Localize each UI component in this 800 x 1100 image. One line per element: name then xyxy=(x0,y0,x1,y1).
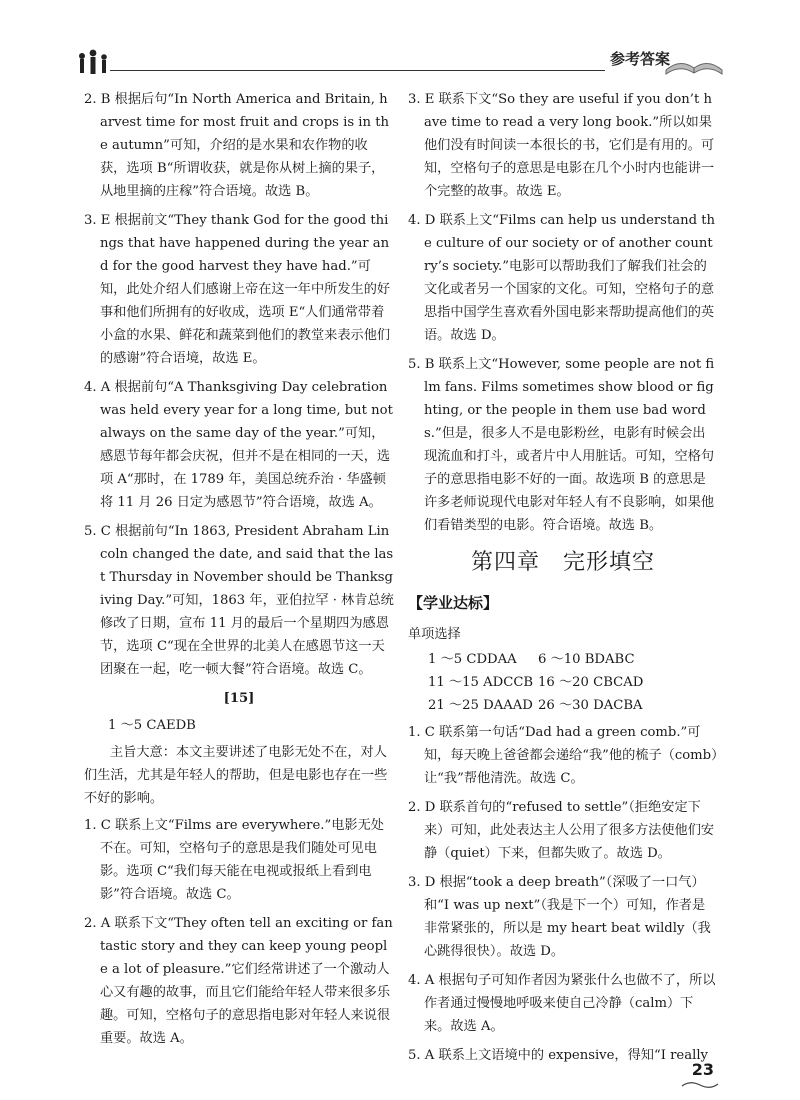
item-text: 联系下文“So they are useful if you don’t have time to read a very long book.”所以如果他们没有时间读一本很长的书，它们是有用的。可知，空格句子的意思是电影在几个小时内也能讲一个完整的故事。故选 E。 xyxy=(424,92,715,199)
right-column xyxy=(408,88,718,1073)
answer-cell: 26 ～30 DACBA xyxy=(538,698,643,713)
item-number: 5. A xyxy=(408,1048,435,1063)
header-rule xyxy=(110,70,605,71)
item-number: 2. A xyxy=(84,916,111,931)
item-text: 联系上文“However, some people are not film fans. Films sometimes show blood or fighting, or the people in them use bad words.”但是，很多人不是电影粉丝，电影有时候会出现流血和打斗，或者片中人用脏话。可知，空格句子的意思指电影不好的一面。故选项 B 的意思是许多老师说现代电影对年轻人有不良影响，如果他们看错类型的电影。符合语境。故选 B。 xyxy=(424,357,715,533)
item-number: 2. D xyxy=(408,800,436,815)
answer-item xyxy=(84,209,394,370)
sub-label: 单项选择 xyxy=(408,627,461,642)
answer-grid xyxy=(428,648,718,717)
item-text: 根据“took a deep breath”（深吸了一口气）和“I was up next”（我是下一个）可知，作者是非常紧张的，所以是 my heart beat wildly（我心跳得很快）。故选 D。 xyxy=(424,875,711,959)
answer-item xyxy=(408,353,718,537)
block-answers: 1 ～5 CAEDB xyxy=(108,718,196,733)
summary-text: 主旨大意：本文主要讲述了电影无处不在，对人们生活，尤其是年轻人的帮助，但是电影也存在一些不好的影响。 xyxy=(84,745,388,806)
answer-item xyxy=(408,969,718,1038)
item-number: 2. B xyxy=(84,92,111,107)
item-text: 联系第一句话“Dad had a green comb.”可知，每天晚上爸爸都会递给“我”他的梳子（comb）让“我”帮他清洗。故选 C。 xyxy=(424,725,718,786)
item-text: 根据前文“They thank God for the good things that have happened during the year and for the good harvest they have had.”可知，此处介绍人们感谢上帝在这一年中所发生的好事和他们所拥有的好收成，选项 E“人们通常带着小盒的水果、鲜花和蔬菜到他们的教堂来表示他们的感谢”符合语境，故选 E。 xyxy=(100,213,391,366)
answer-item xyxy=(408,209,718,347)
item-number: 3. E xyxy=(84,213,111,228)
left-column xyxy=(84,88,394,1056)
answer-cell: 21 ～25 DAAAD xyxy=(428,698,533,713)
item-text: 根据后句“In North America and Britain, harvest time for most fruit and crops is in the autumn”可知，介绍的是水果和农作物的收获，选项 B“所谓收获，就是你从树上摘的果子，从地里摘的庄稼”符合语境。故选 B。 xyxy=(100,92,389,199)
item-number: 3. D xyxy=(408,875,436,890)
answer-item xyxy=(84,376,394,514)
answer-item xyxy=(84,814,394,906)
item-number: 1. C xyxy=(84,818,111,833)
answer-cell: 1 ～5 CDDAA xyxy=(428,652,517,667)
item-text: 联系下文“They often tell an exciting or fantastic story and they can keep young people a lot of pleasure.”它们经常讲述了一个激动人心又有趣的故事，而且它们能给年轻人带来很多乐趣。可知，空格句子的意思指电影对年轻人来说很重要。故选 A。 xyxy=(100,916,393,1046)
item-number: 4. D xyxy=(408,213,436,228)
page-header xyxy=(70,48,720,84)
item-text: 联系上文语境中的 expensive，得知“I really xyxy=(438,1048,708,1063)
section-title: 【学业达标】 xyxy=(408,594,499,612)
item-text: 联系首句的“refused to settle”（拒绝安定下来）可知，此处表达主人公用了很多方法使他们安静（quiet）下来，但都失败了。故选 D。 xyxy=(424,800,715,861)
item-text: 联系上文“Films can help us understand the culture of our society or of another country’s society.”电影可以帮助我们了解我们社会的文化或者另一个国家的文化。可知，空格句子的意思指中国学生喜欢看外国电影来帮助提高他们的英语。故选 D。 xyxy=(424,213,716,343)
item-number: 4. A xyxy=(408,973,435,988)
item-text: 根据句子可知作者因为紧张什么也做不了，所以作者通过慢慢地呼吸来使自己冷静（calm）下来。故选 A。 xyxy=(424,973,716,1034)
item-text: 联系上文“Films are everywhere.”电影无处不在。可知，空格句子的意思是我们随处可见电影。选项 C“我们每天能在电视或报纸上看到电影”符合语境。故选 C。 xyxy=(100,818,384,902)
item-text: 根据前句“In 1863, President Abraham Lincoln changed the date, and said that the last Thursday in November should be Thanksgiving Day.”可知，1863 年，亚伯拉罕 · 林肯总统修改了日期，宣布 11 月的最后一个星期四为感恩节，选项 C“现在全世界的北美人在感恩节这一天团聚在一起，吃一顿大餐”符合语境。故选 C。 xyxy=(100,524,394,677)
chapter-title: 第四章 完形填空 xyxy=(470,550,655,575)
answer-cell: 11 ～15 ADCCB xyxy=(428,675,534,690)
header-title: 参考答案 xyxy=(609,50,670,68)
page-number: 23 xyxy=(691,1060,714,1079)
item-number: 5. B xyxy=(408,357,435,372)
answer-item xyxy=(408,88,718,203)
item-number: 4. A xyxy=(84,380,111,395)
item-text: 根据前句“A Thanksgiving Day celebration was held every year for a long time, but not always on the same day of the year.”可知，感恩节每年都会庆祝，但并不是在相同的一天，选项 A“那时，在 1789 年，美国总统乔治 · 华盛顿将 11 月 26 日定为感恩节”符合语境，故选 A。 xyxy=(100,380,393,510)
answer-item xyxy=(84,520,394,681)
answer-item xyxy=(408,721,718,790)
open-book-icon xyxy=(664,50,724,76)
answer-item xyxy=(408,796,718,865)
answer-cell: 6 ～10 BDABC xyxy=(538,652,635,667)
answer-row xyxy=(428,694,718,717)
answer-item xyxy=(84,912,394,1050)
block-heading: [15] xyxy=(223,691,255,706)
answer-cell: 16 ～20 CBCAD xyxy=(538,675,644,690)
item-number: 3. E xyxy=(408,92,435,107)
item-number: 5. C xyxy=(84,524,111,539)
answer-item xyxy=(408,1044,718,1067)
answer-item xyxy=(84,88,394,203)
answer-row xyxy=(428,648,718,671)
family-figures-icon xyxy=(76,48,112,78)
swirl-ornament-icon xyxy=(680,1080,720,1090)
item-number: 1. C xyxy=(408,725,435,740)
answer-row xyxy=(428,671,718,694)
answer-item xyxy=(408,871,718,963)
